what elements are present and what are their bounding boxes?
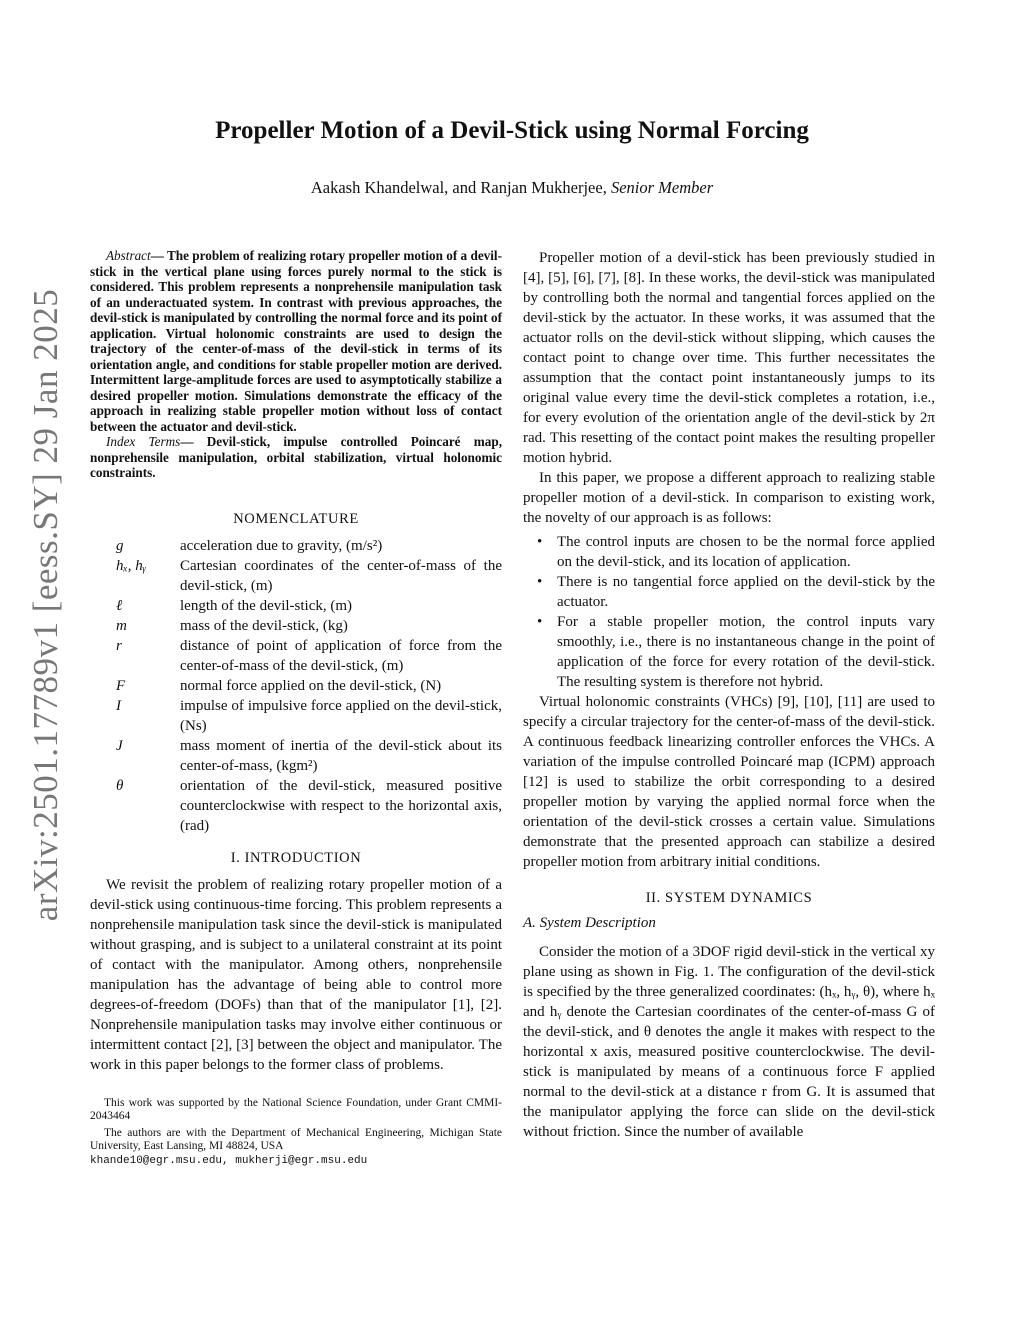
nomenclature-symbol: hₓ, hᵧ bbox=[116, 557, 147, 574]
bullet-icon: • bbox=[537, 534, 543, 550]
nomenclature-row bbox=[90, 696, 502, 736]
left-column bbox=[90, 248, 502, 1168]
nomenclature-description: length of the devil-stick, (m) bbox=[180, 597, 353, 614]
abstract-label: Abstract bbox=[106, 248, 151, 263]
nomenclature-description: mass moment of inertia of the devil-stick about its center-of-mass, (kgm²) bbox=[180, 737, 502, 774]
author-emails: khande10@egr.msu.edu, mukherji@egr.msu.edu bbox=[90, 1154, 368, 1167]
nomenclature-heading: NOMENCLATURE bbox=[233, 510, 359, 527]
list-item-text: For a stable propeller motion, the control inputs vary smoothly, i.e., there is no instantaneous change in the point of application of the force for every rotation of the devil-stick. The resulting system is therefore not hybrid. bbox=[557, 614, 935, 690]
nomenclature-row bbox=[90, 736, 502, 776]
nomenclature-description: acceleration due to gravity, (m/s²) bbox=[180, 537, 383, 554]
novelty-list bbox=[523, 532, 935, 692]
nomenclature-description: Cartesian coordinates of the center-of-mass of the devil-stick, (m) bbox=[180, 557, 502, 594]
body-paragraph: Propeller motion of a devil-stick has been previously studied in [4], [5], [6], [7], [8]. In these works, the devil-stick was manipulated by controlling both the normal and tangential forces applied on the devil-stick by the actuator. In these works, it was assumed that the actuator rolls on the devil-stick without slipping, which causes the contact point to change over time. This further necessitates the assumption that the contact point instantaneously jumps to its original value every time the devil-stick completes a rotation, i.e., for every evolution of the orientation angle of the devil-stick by 2π rad. This resetting of the contact point makes the resulting propeller motion hybrid. bbox=[523, 250, 935, 466]
nomenclature-symbol: ℓ bbox=[116, 597, 123, 614]
author-names: Aakash Khandelwal, and Ranjan Mukherjee, bbox=[310, 178, 607, 197]
list-item bbox=[523, 572, 935, 612]
abstract bbox=[90, 248, 502, 434]
arxiv-identifier: arXiv:2501.17789v1 [eess.SY] 29 Jan 2025 bbox=[26, 288, 65, 922]
nomenclature-row bbox=[90, 676, 502, 696]
index-terms-label: Index Terms bbox=[106, 434, 181, 449]
nomenclature-list bbox=[90, 536, 502, 836]
author-title-suffix: Senior Member bbox=[610, 178, 714, 197]
nomenclature-description: normal force applied on the devil-stick, (N) bbox=[180, 677, 442, 694]
nomenclature-description: mass of the devil-stick, (kg) bbox=[180, 617, 348, 634]
paper-title: Propeller Motion of a Devil-Stick using Normal Forcing bbox=[215, 117, 809, 144]
section-heading: II. SYSTEM DYNAMICS bbox=[645, 890, 813, 906]
bullet-icon: • bbox=[537, 574, 543, 590]
author-line bbox=[0, 178, 1024, 198]
nomenclature-row bbox=[90, 536, 502, 556]
nomenclature-symbol: m bbox=[116, 617, 127, 634]
nomenclature-symbol: θ bbox=[116, 777, 124, 794]
nomenclature-description: distance of point of application of force from the center-of-mass of the devil-stick, (m) bbox=[180, 637, 502, 674]
nomenclature-row bbox=[90, 616, 502, 636]
nomenclature-symbol: g bbox=[116, 537, 124, 554]
right-column bbox=[523, 248, 935, 1142]
nomenclature-symbol: I bbox=[116, 697, 121, 714]
introduction-paragraph: We revisit the problem of realizing rotary propeller motion of a devil-stick using continuous-time forcing. This problem represents a nonprehensile manipulation task since the devil-stick is manipulated without grasping, and is subject to a unilateral constraint at its point of contact with the manipulator. Among others, nonprehensile manipulation has the advantage of being able to control more degrees-of-freedom (DOFs) than that of the manipulator [1], [2]. Nonprehensile manipulation tasks may involve either continuous or intermittent contact [2], [3] between the object and manipulator. The work in this paper belongs to the former class of problems. bbox=[90, 876, 502, 1073]
subsection-heading: A. System Description bbox=[523, 915, 656, 931]
list-item bbox=[523, 532, 935, 572]
list-item-text: There is no tangential force applied on the devil-stick by the actuator. bbox=[557, 574, 935, 610]
nomenclature-description: orientation of the devil-stick, measured positive counterclockwise with respect to the horizontal axis, (rad) bbox=[180, 777, 502, 834]
footnotes bbox=[90, 1097, 502, 1169]
bullet-icon: • bbox=[537, 614, 543, 630]
nomenclature-symbol: r bbox=[116, 637, 122, 654]
nomenclature-row bbox=[90, 636, 502, 676]
introduction-heading: I. INTRODUCTION bbox=[230, 849, 362, 866]
footnote-support: This work was supported by the National Science Foundation, under Grant CMMI-2043464 bbox=[90, 1096, 502, 1122]
footnote-affiliation: The authors are with the Department of Mechanical Engineering, Michigan State University, East Lansing, MI 48824, USA bbox=[90, 1126, 502, 1152]
list-item-text: The control inputs are chosen to be the normal force applied on the devil-stick, and its location of application. bbox=[557, 534, 935, 570]
nomenclature-description: impulse of impulsive force applied on the devil-stick, (Ns) bbox=[180, 697, 502, 734]
index-terms bbox=[90, 434, 502, 481]
nomenclature-row bbox=[90, 776, 502, 836]
nomenclature-row bbox=[90, 596, 502, 616]
index-terms-text: — Devil-stick, impulse controlled Poincaré map, nonprehensile manipulation, orbital stabilization, virtual holonomic constraints. bbox=[90, 434, 502, 480]
footnote-emails bbox=[90, 1154, 502, 1169]
body-paragraph: Virtual holonomic constraints (VHCs) [9], [10], [11] are used to specify a circular trajectory for the center-of-mass of the devil-stick. A continuous feedback linearizing controller enforces the VHCs. A variation of the impulse controlled Poincaré map (ICPM) approach [12] is used to stabilize the orbit corresponding to a desired propeller motion by varying the applied normal force when the orientation of the devil-stick crosses a certain value. Simulations demonstrate that the presented approach can stabilize a desired propeller motion from arbitrary initial conditions. bbox=[523, 694, 935, 870]
body-paragraph: Consider the motion of a 3DOF rigid devil-stick in the vertical xy plane using as shown in Fig. 1. The configuration of the devil-stick is specified by the three generalized coordinates: (hₓ, hᵧ, θ), where hₓ and hᵧ denote the Cartesian coordinates of the center-of-mass G of the devil-stick, and θ denotes the angle it makes with respect to the horizontal x axis, measured positive counterclockwise. The devil-stick is manipulated by means of a continuous force F applied normal to the devil-stick at a distance r from G. It is assumed that the manipulator applying the force can slide on the devil-stick without friction. Since the number of available bbox=[523, 944, 935, 1140]
nomenclature-symbol: F bbox=[116, 677, 126, 694]
nomenclature-row bbox=[90, 556, 502, 596]
body-paragraph: In this paper, we propose a different approach to realizing stable propeller motion of a devil-stick. In comparison to existing work, the novelty of our approach is as follows: bbox=[523, 470, 935, 526]
list-item bbox=[523, 612, 935, 692]
abstract-text: — The problem of realizing rotary propeller motion of a devil-stick in the vertical plane using forces purely normal to the stick is considered. This problem represents a nonprehensile manipulation task of an underactuated system. In contrast with previous approaches, the devil-stick is manipulated by controlling the normal force and its point of application. Virtual holonomic constraints are used to design the trajectory of the center-of-mass of the devil-stick in terms of its orientation angle, and conditions for stable propeller motion are derived. Intermittent large-amplitude forces are used to asymptotically stabilize a desired propeller motion. Simulations demonstrate the efficacy of the approach in realizing stable propeller motion without loss of contact between the actuator and devil-stick. bbox=[90, 248, 502, 434]
nomenclature-symbol: J bbox=[116, 737, 123, 754]
